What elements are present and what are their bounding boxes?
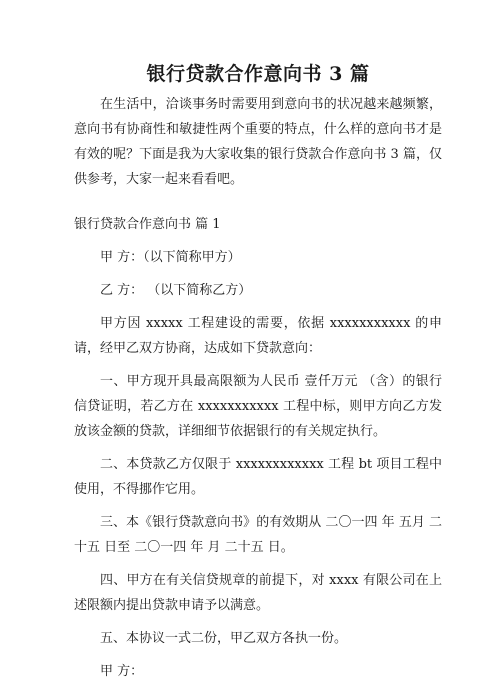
clause-4: 四、甲方在有关信贷规章的前提下，对 xxxx 有限公司在上述限额内提出贷款申请予以满意。 [74, 573, 442, 613]
preamble-paragraph: 甲方因 xxxxx 工程建设的需要，依据 xxxxxxxxxxx 的申请，经甲乙双方协商，达成如下贷款意向： [74, 316, 442, 356]
signature-party-a: 甲 方： [100, 664, 144, 679]
document-title: 银行贷款合作意向书 3 篇 [146, 63, 370, 85]
clause-5: 五、本协议一式二份，甲乙双方各执一份。 [100, 631, 348, 646]
clause-2: 二、本贷款乙方仅限于 xxxxxxxxxxxx 工程 bt 项目工程中使用，不得挪作它用。 [74, 457, 442, 497]
intro-paragraph: 在生活中，洽谈事务时需要用到意向书的状况越来越频繁，意向书有协商性和敏捷性两个重要的特点，什么样的意向书才是有效的呢？下面是我为大家收集的银行贷款合作意向书 3 篇，仅供参考，大家一起来看看吧。 [74, 97, 442, 187]
party-b-line: 乙 方： （以下简称乙方） [100, 283, 252, 298]
section-heading: 银行贷款合作意向书 篇 1 [74, 217, 221, 232]
party-a-line: 甲 方：（以下简称甲方） [100, 250, 241, 265]
clause-1: 一、甲方现开具最高限额为人民币 壹仟万元 （含）的银行信贷证明，若乙方在 xxxxxxxxxxx 工程中标，则甲方向乙方发放该金额的贷款，详细细节依据银行的有关规定执行。 [74, 374, 442, 439]
clause-3: 三、本《银行贷款意向书》的有效期从 二〇一四 年 五月 二十五 日至 二〇一四 年 月 二十五 日。 [74, 515, 442, 555]
